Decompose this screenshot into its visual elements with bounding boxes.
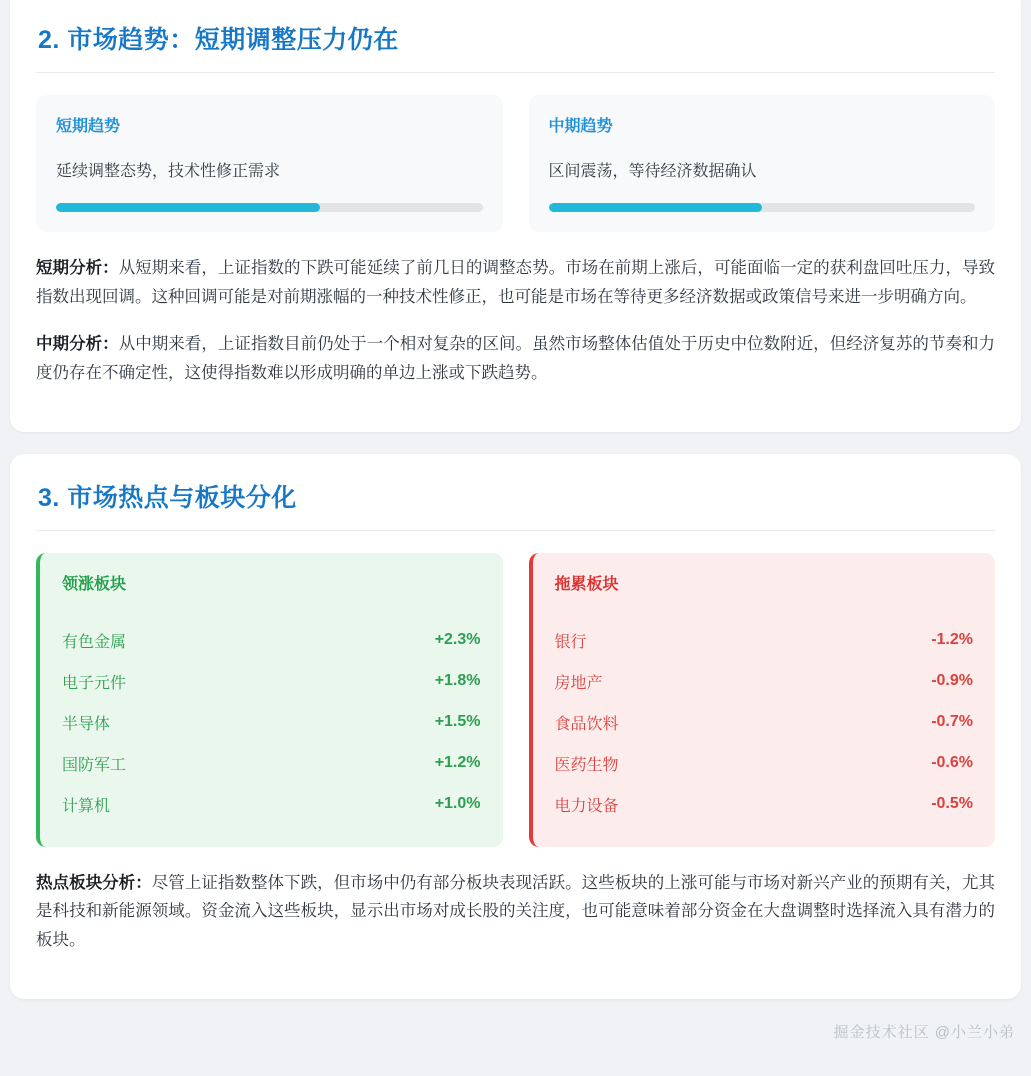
sector-value: +2.3% — [434, 631, 481, 648]
list-item — [555, 784, 974, 825]
list-item — [62, 661, 481, 702]
section-title-market-trend: 2. 市场趋势：短期调整压力仍在 — [38, 26, 399, 54]
analysis-paragraph-short-term — [36, 254, 995, 312]
trend-box-mid-term — [529, 95, 996, 232]
analysis-body-hotspot: 尽管上证指数整体下跌，但市场中仍有部分板块表现活跃。这些板块的上涨可能与市场对新兴产业的预期有关，尤其是科技和新能源领域。资金流入这些板块，显示出市场对成长股的关注度，也可能意味着部分资金在大盘调整时选择流入具有潜力的板块。 — [36, 873, 996, 950]
sector-value: -1.2% — [931, 631, 973, 648]
sector-name: 银行 — [554, 633, 587, 651]
market-trend-card — [10, 0, 1021, 432]
sector-name: 食品饮料 — [554, 715, 619, 733]
sector-title-leading: 领涨板块 — [62, 575, 127, 593]
analysis-lead-short-term: 短期分析： — [36, 259, 119, 277]
list-item — [555, 702, 974, 743]
sector-name: 有色金属 — [62, 633, 127, 651]
sector-value: -0.9% — [931, 672, 973, 689]
sector-name: 国防军工 — [62, 756, 127, 774]
trend-progress-fill-mid-term — [549, 203, 762, 212]
trend-label-short-term: 短期趋势 — [56, 118, 121, 135]
sector-name: 房地产 — [554, 674, 603, 692]
trend-text-mid-term: 区间震荡，等待经济数据确认 — [548, 163, 757, 180]
sector-name: 半导体 — [62, 715, 111, 733]
list-item — [555, 620, 974, 661]
analysis-body-mid-term: 从中期来看，上证指数目前仍处于一个相对复杂的区间。虽然市场整体估值处于历史中位数附近，但经济复苏的节奏和力度仍存在不确定性，这使得指数难以形成明确的单边上涨或下跌趋势。 — [36, 334, 996, 382]
section-divider — [36, 530, 995, 531]
sector-box-group — [36, 553, 995, 847]
list-item — [62, 702, 481, 743]
market-hotspot-card — [10, 454, 1021, 1000]
sector-name: 电力设备 — [554, 797, 619, 815]
section-divider — [36, 72, 995, 73]
analysis-body-short-term: 从短期来看，上证指数的下跌可能延续了前几日的调整态势。市场在前期上涨后，可能面临一定的获利盘回吐压力，导致指数出现回调。这种回调可能是对前期涨幅的一种技术性修正，也可能是市场在等待更多经济数据或政策信号来进一步明确方向。 — [36, 259, 996, 306]
trend-progress-track-short-term — [56, 203, 483, 212]
sector-name: 计算机 — [62, 797, 111, 815]
sector-value: +1.8% — [434, 672, 481, 689]
trend-box-group — [36, 95, 995, 232]
sector-value: +1.0% — [434, 795, 481, 812]
sector-name: 医药生物 — [554, 756, 619, 774]
sector-value: -0.6% — [931, 754, 973, 771]
trend-label-mid-term: 中期趋势 — [548, 118, 613, 135]
section-title-market-hotspot: 3. 市场热点与板块分化 — [38, 483, 297, 512]
list-item — [62, 784, 481, 825]
analysis-lead-mid-term: 中期分析： — [36, 334, 119, 353]
list-item — [62, 620, 481, 661]
sector-value: +1.2% — [434, 754, 481, 771]
sector-title-lagging: 拖累板块 — [554, 575, 619, 593]
trend-progress-track-mid-term — [549, 203, 976, 212]
analysis-paragraph-mid-term — [36, 330, 995, 388]
watermark: 掘金技术社区 @小兰小弟 — [833, 1024, 1015, 1041]
sector-value: -0.7% — [931, 713, 973, 730]
trend-box-short-term — [36, 95, 503, 232]
sector-name: 电子元件 — [62, 674, 127, 692]
sector-box-lagging — [529, 553, 996, 847]
analysis-paragraph-hotspot — [36, 869, 995, 956]
list-item — [62, 743, 481, 784]
sector-box-leading — [36, 553, 503, 847]
sector-value: -0.5% — [931, 795, 973, 812]
list-item — [555, 743, 974, 784]
analysis-lead-hotspot: 热点板块分析： — [36, 873, 152, 892]
trend-text-short-term: 延续调整态势，技术性修正需求 — [56, 163, 281, 180]
sector-value: +1.5% — [434, 713, 481, 730]
list-item — [555, 661, 974, 702]
trend-progress-fill-short-term — [56, 203, 320, 212]
